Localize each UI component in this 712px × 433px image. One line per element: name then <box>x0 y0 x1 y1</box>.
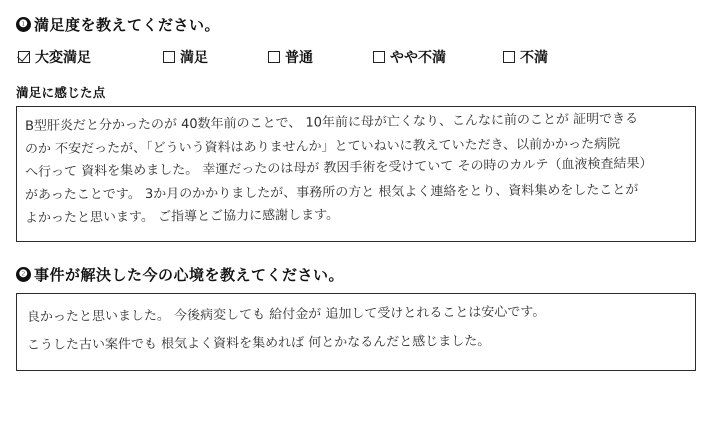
checkbox-icon[interactable] <box>268 51 280 63</box>
question-1-text: 満足度を教えてください。 <box>34 17 221 34</box>
choice-dissatisfied[interactable] <box>503 47 548 67</box>
checkbox-icon[interactable] <box>163 51 175 63</box>
choice-label: 満足 <box>180 49 208 65</box>
choice-neutral[interactable] <box>268 47 373 67</box>
choice-label: やや不満 <box>390 49 446 65</box>
handwritten-line: へ行って 資料を集めました。 幸運だったのは母が 教因手術を受けていて その時のカルテ（血液検査結果） <box>24 156 653 180</box>
choice-somewhat-dissatisfied[interactable] <box>373 47 503 67</box>
question-2-answer-box[interactable] <box>16 293 696 371</box>
handwritten-line: のか 不安だったが、「どういう資料はありませんか」とていねいに教えていただき、以前かかった病院 <box>24 136 621 157</box>
question-1-heading <box>16 14 696 35</box>
handwritten-line: B型肝炎だと分かったのが 40数年前のことで、 10年前に母が亡くなり、こんなに前のことが 証明できる <box>24 111 639 134</box>
question-2-number: ❷ <box>16 267 31 282</box>
question-1-answer-box[interactable] <box>16 106 696 242</box>
handwritten-line: こうした古い案件でも 根気よく資料を集めれば 何とかなるんだと感じました。 <box>26 333 491 353</box>
choice-label: 不満 <box>520 49 548 65</box>
question-2-heading <box>16 264 696 285</box>
handwritten-line: 良かったと思いました。 今後病変しても 給付金が 追加して受けとれることは安心です。 <box>26 304 546 325</box>
handwritten-line: があったことです。 3か月のかかりましたが、事務所の方と 根気よく連絡をとり、資料集めをしたことが <box>24 182 639 203</box>
question-1-number: ❶ <box>16 17 31 32</box>
checkbox-icon[interactable] <box>503 51 515 63</box>
satisfaction-reason-label: 満足に感じた点 <box>16 86 106 100</box>
question-2-text: 事件が解決した今の心境を教えてください。 <box>34 267 345 284</box>
choice-satisfied[interactable] <box>163 47 268 67</box>
satisfaction-choices <box>16 47 696 67</box>
page-bottom-space <box>16 371 696 431</box>
choice-very-satisfied[interactable] <box>18 47 163 67</box>
choice-label: 普通 <box>285 49 313 65</box>
handwritten-line: よかったと思います。 ご指導とご協力に感謝します。 <box>24 207 340 226</box>
choice-label: 大変満足 <box>35 49 91 65</box>
checkbox-checked-icon[interactable] <box>18 51 30 63</box>
checkbox-icon[interactable] <box>373 51 385 63</box>
